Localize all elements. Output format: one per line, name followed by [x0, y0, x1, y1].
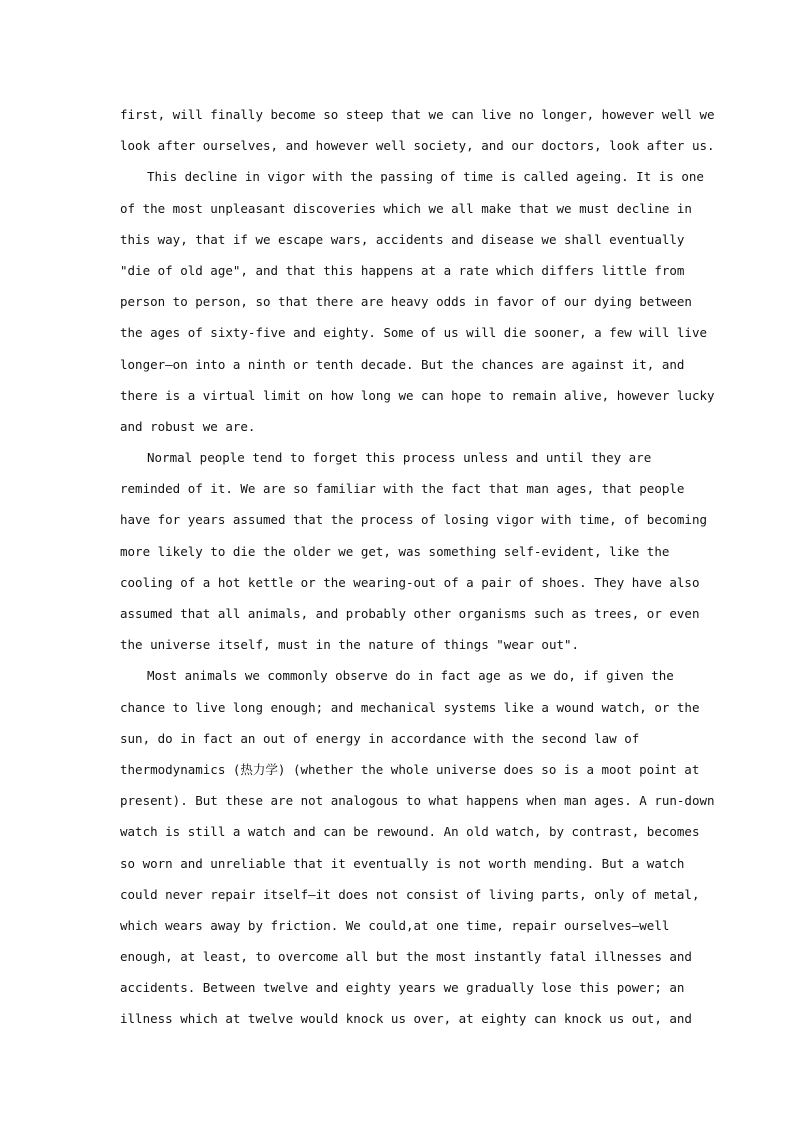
- text-line: the universe itself, must in the nature of things "wear out".: [120, 637, 580, 653]
- text-line: of the most unpleasant discoveries which we all make that we must decline in: [120, 200, 692, 216]
- text-line: illness which at twelve would knock us over, at eighty can knock us out, and: [120, 1011, 692, 1027]
- text-line: "die of old age", and that this happens at a rate which differs little from: [120, 262, 685, 278]
- text-line: first, will finally become so steep that we can live no longer, however well we: [120, 107, 715, 122]
- text-line: there is a virtual limit on how long we can hope to remain alive, however lucky: [120, 387, 715, 403]
- paragraph-start-line: Most animals we commonly observe do in fact age as we do, if given the: [147, 668, 674, 684]
- text-line: accidents. Between twelve and eighty years we gradually lose this power; an: [120, 980, 685, 996]
- body-text: [120, 99, 715, 1035]
- paragraph-start-line: Normal people tend to forget this process unless and until they are: [147, 450, 652, 466]
- text-line: the ages of sixty-five and eighty. Some of us will die sooner, a few will live: [120, 325, 707, 341]
- text-line: assumed that all animals, and probably other organisms such as trees, or even: [120, 606, 700, 621]
- paragraph-start-line: This decline in vigor with the passing of time is called ageing. It is one: [147, 169, 704, 185]
- text-line: and robust we are.: [120, 418, 256, 434]
- text-line: could never repair itself—it does not consist of living parts, only of metal,: [120, 886, 700, 902]
- text-line: more likely to die the older we get, was something self-evident, like the: [120, 543, 670, 559]
- text-line: which wears away by friction. We could,at one time, repair ourselves—well: [120, 917, 670, 933]
- text-line: sun, do in fact an out of energy in accordance with the second law of: [120, 730, 640, 746]
- text-line: enough, at least, to overcome all but the most instantly fatal illnesses and: [120, 949, 692, 965]
- text-line: have for years assumed that the process of losing vigor with time, of becoming: [120, 512, 707, 528]
- text-line: look after ourselves, and however well society, and our doctors, look after us.: [120, 138, 715, 154]
- text-line: cooling of a hot kettle or the wearing-out of a pair of shoes. They have also: [120, 574, 700, 590]
- text-line: watch is still a watch and can be rewound. An old watch, by contrast, becomes: [120, 824, 700, 840]
- text-line: this way, that if we escape wars, accidents and disease we shall eventually: [120, 231, 685, 247]
- text-line: thermodynamics (热力学) (whether the whole universe does so is a moot point at: [120, 761, 700, 777]
- text-line: longer—on into a ninth or tenth decade. But the chances are against it, and: [120, 356, 685, 372]
- text-line: present). But these are not analogous to what happens when man ages. A run-down: [120, 793, 715, 809]
- text-line: so worn and unreliable that it eventually is not worth mending. But a watch: [120, 855, 685, 871]
- text-line: person to person, so that there are heavy odds in favor of our dying between: [120, 294, 692, 310]
- text-line: reminded of it. We are so familiar with the fact that man ages, that people: [120, 481, 685, 497]
- text-line: chance to live long enough; and mechanical systems like a wound watch, or the: [120, 699, 700, 715]
